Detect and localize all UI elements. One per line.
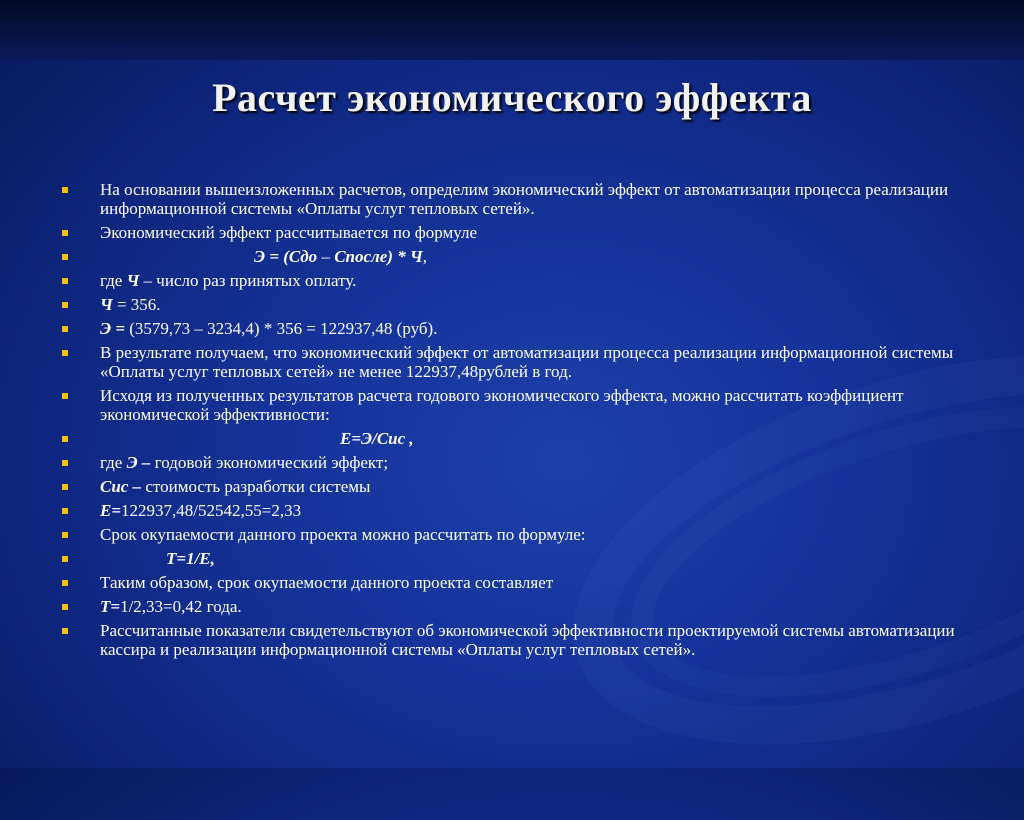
- bullet-square-icon: [62, 278, 68, 284]
- bullet-square-icon: [62, 230, 68, 236]
- bullet-square-icon: [62, 580, 68, 586]
- item-bold: Т=: [100, 597, 121, 616]
- item-bold: Е=: [100, 501, 122, 520]
- bullet-square-icon: [62, 532, 68, 538]
- bullet-square-icon: [62, 628, 68, 634]
- item-bold: Сис –: [100, 477, 142, 496]
- item-text: В результате получаем, что экономический эффект от автоматизации процесса реализации информационной системы «Оплаты услуг тепловых сетей» не менее 122937,48рублей в год.: [100, 343, 954, 381]
- item-text: Срок окупаемости данного проекта можно рассчитать по формуле:: [100, 525, 586, 544]
- formula-part: –: [317, 247, 335, 266]
- item-text: На основании вышеизложенных расчетов, определим экономический эффект от автоматизации процесса реализации информационной системы «Оплаты услуг тепловых сетей».: [100, 180, 949, 218]
- item-prefix: где: [100, 271, 127, 290]
- item-text: Рассчитанные показатели свидетельствуют об экономической эффективности проектируемой системы автоматизации кассира и реализации информационной системы «Оплаты услуг тепловых сетей».: [100, 621, 955, 659]
- list-item: [58, 621, 978, 659]
- list-item: [58, 343, 978, 381]
- formula: Е=Э/Сис ,: [340, 429, 414, 448]
- item-text: 122937,48/52542,55=2,33: [121, 501, 302, 520]
- list-item: [58, 525, 978, 544]
- bullet-square-icon: [62, 326, 68, 332]
- list-item: [58, 295, 978, 314]
- list-item: [58, 429, 978, 448]
- list-item: [58, 271, 978, 290]
- item-bold: Э –: [126, 453, 151, 472]
- bullet-square-icon: [62, 484, 68, 490]
- list-item: [58, 180, 978, 218]
- item-text: – число раз принятых оплату.: [139, 271, 357, 290]
- item-bold: Ч: [126, 271, 140, 290]
- item-prefix: где: [100, 453, 127, 472]
- item-text: годовой экономический эффект;: [150, 453, 389, 472]
- item-text: Экономический эффект рассчитывается по формуле: [100, 223, 477, 242]
- item-bold: Э =: [100, 319, 126, 338]
- list-item: [58, 319, 978, 338]
- bullet-square-icon: [62, 254, 68, 260]
- formula-part: Э = (Сдо: [254, 247, 318, 266]
- slide-title: Расчет экономического эффекта: [212, 75, 812, 120]
- bullet-square-icon: [62, 604, 68, 610]
- item-text: 1/2,33=0,42 года.: [120, 597, 242, 616]
- bullet-square-icon: [62, 393, 68, 399]
- bullet-square-icon: [62, 187, 68, 193]
- formula-tail: ,: [422, 247, 427, 266]
- item-bold: Ч: [100, 295, 113, 314]
- list-item: [58, 247, 978, 266]
- list-item: [58, 549, 978, 568]
- bullet-list: [58, 180, 978, 664]
- item-text: (3579,73 – 3234,4) * 356 = 122937,48 (руб).: [125, 319, 438, 338]
- list-item: [58, 573, 978, 592]
- formula: Т=1/Е,: [166, 549, 215, 568]
- item-text: Исходя из полученных результатов расчета годового экономического эффекта, можно рассчитать коэффициент экономической эффективности:: [100, 386, 904, 424]
- list-item: [58, 597, 978, 616]
- list-item: [58, 223, 978, 242]
- bullet-square-icon: [62, 508, 68, 514]
- list-item: [58, 386, 978, 424]
- bullet-square-icon: [62, 460, 68, 466]
- item-text: = 356.: [112, 295, 161, 314]
- item-text: Таким образом, срок окупаемости данного проекта составляет: [100, 573, 554, 592]
- list-item: [58, 501, 978, 520]
- bullet-square-icon: [62, 350, 68, 356]
- item-text: стоимость разработки системы: [141, 477, 371, 496]
- top-band: [0, 0, 1024, 60]
- list-item: [58, 453, 978, 472]
- formula-part: Спосле) * Ч: [334, 247, 423, 266]
- list-item: [58, 477, 978, 496]
- bullet-square-icon: [62, 302, 68, 308]
- bullet-square-icon: [62, 556, 68, 562]
- bullet-square-icon: [62, 436, 68, 442]
